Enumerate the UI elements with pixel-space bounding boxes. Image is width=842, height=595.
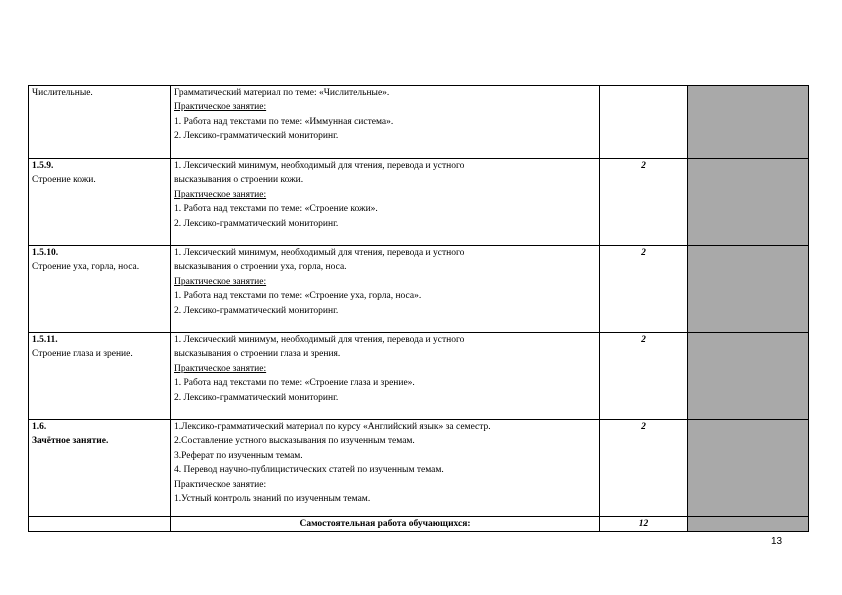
shaded-cell <box>688 420 809 517</box>
content-line: 2. Лексико-грамматический мониторинг. <box>174 305 339 316</box>
topic-title: Строение глаза и зрение. <box>32 349 133 360</box>
content-line: 1. Лексический минимум, необходимый для чтения, перевода и устного <box>174 248 465 258</box>
table-row <box>29 420 809 517</box>
topic-code: 1.5.9. <box>32 161 54 171</box>
topic-cell <box>29 333 171 420</box>
content-line: высказывания о строении глаза и зрения. <box>174 349 341 360</box>
topic-code: 1.6. <box>32 422 47 432</box>
shaded-cell <box>688 517 809 532</box>
content-line: 1. Работа над текстами по теме: «Строение кожи». <box>174 204 378 215</box>
page-number: 13 <box>771 536 783 547</box>
topic-code: 1.5.10. <box>32 248 59 258</box>
content-line: 2. Лексико-грамматический мониторинг. <box>174 218 339 229</box>
table-row <box>29 333 809 420</box>
content-cell <box>171 333 600 420</box>
practice-heading: Практическое занятие: <box>174 102 267 113</box>
total-empty-cell <box>29 517 171 532</box>
content-line: 3.Реферат по изученным темам. <box>174 450 303 461</box>
topic-title: Зачётное занятие. <box>32 436 109 447</box>
content-line: 4. Перевод научно-публицистических статей по изученным темам. <box>174 465 444 476</box>
practice-heading: Практическое занятие: <box>174 363 267 374</box>
topic-title: Числительные. <box>32 88 93 98</box>
content-line: 1.Лексико-грамматический материал по курсу «Английский язык» за семестр. <box>174 422 491 432</box>
total-label: Самостоятельная работа обучающихся: <box>171 517 600 532</box>
content-line: 2. Лексико-грамматический мониторинг. <box>174 392 339 403</box>
content-cell <box>171 159 600 246</box>
table-row <box>29 159 809 246</box>
table-row <box>29 86 809 159</box>
table-row <box>29 246 809 333</box>
content-line: 1. Работа над текстами по теме: «Строение уха, горла, носа». <box>174 291 422 302</box>
content-line: 1.Устный контроль знаний по изученным темам. <box>174 494 371 505</box>
hours-cell <box>600 86 688 159</box>
hours-cell: 2 <box>600 333 688 420</box>
hours-cell: 2 <box>600 420 688 517</box>
topic-cell <box>29 420 171 517</box>
content-cell <box>171 246 600 333</box>
content-line: 1. Лексический минимум, необходимый для чтения, перевода и устного <box>174 161 465 171</box>
total-row <box>29 517 809 532</box>
practice-heading: Практическое занятие: <box>174 189 267 200</box>
shaded-cell <box>688 246 809 333</box>
hours-cell: 2 <box>600 246 688 333</box>
shaded-cell <box>688 333 809 420</box>
shaded-cell <box>688 86 809 159</box>
content-line: 2.Составление устного высказывания по изученным темам. <box>174 436 415 447</box>
content-cell <box>171 86 600 159</box>
practice-heading: Практическое занятие: <box>174 479 267 490</box>
topic-cell <box>29 159 171 246</box>
hours-cell: 2 <box>600 159 688 246</box>
content-line: 2. Лексико-грамматический мониторинг. <box>174 131 339 142</box>
topic-cell <box>29 246 171 333</box>
topic-cell <box>29 86 171 159</box>
total-hours: 12 <box>600 517 688 532</box>
practice-heading: Практическое занятие: <box>174 276 267 287</box>
topic-title: Строение уха, горла, носа. <box>32 262 140 273</box>
content-line: высказывания о строении кожи. <box>174 175 304 186</box>
topic-code: 1.5.11. <box>32 335 58 345</box>
curriculum-table <box>28 85 809 532</box>
content-line: высказывания о строении уха, горла, носа. <box>174 262 347 273</box>
content-line: Грамматический материал по теме: «Числительные». <box>174 88 390 98</box>
shaded-cell <box>688 159 809 246</box>
content-line: 1. Работа над текстами по теме: «Иммунная система». <box>174 116 394 127</box>
topic-title: Строение кожи. <box>32 175 96 186</box>
content-line: 1. Работа над текстами по теме: «Строение глаза и зрение». <box>174 378 415 389</box>
content-cell <box>171 420 600 517</box>
content-line: 1. Лексический минимум, необходимый для чтения, перевода и устного <box>174 335 465 345</box>
